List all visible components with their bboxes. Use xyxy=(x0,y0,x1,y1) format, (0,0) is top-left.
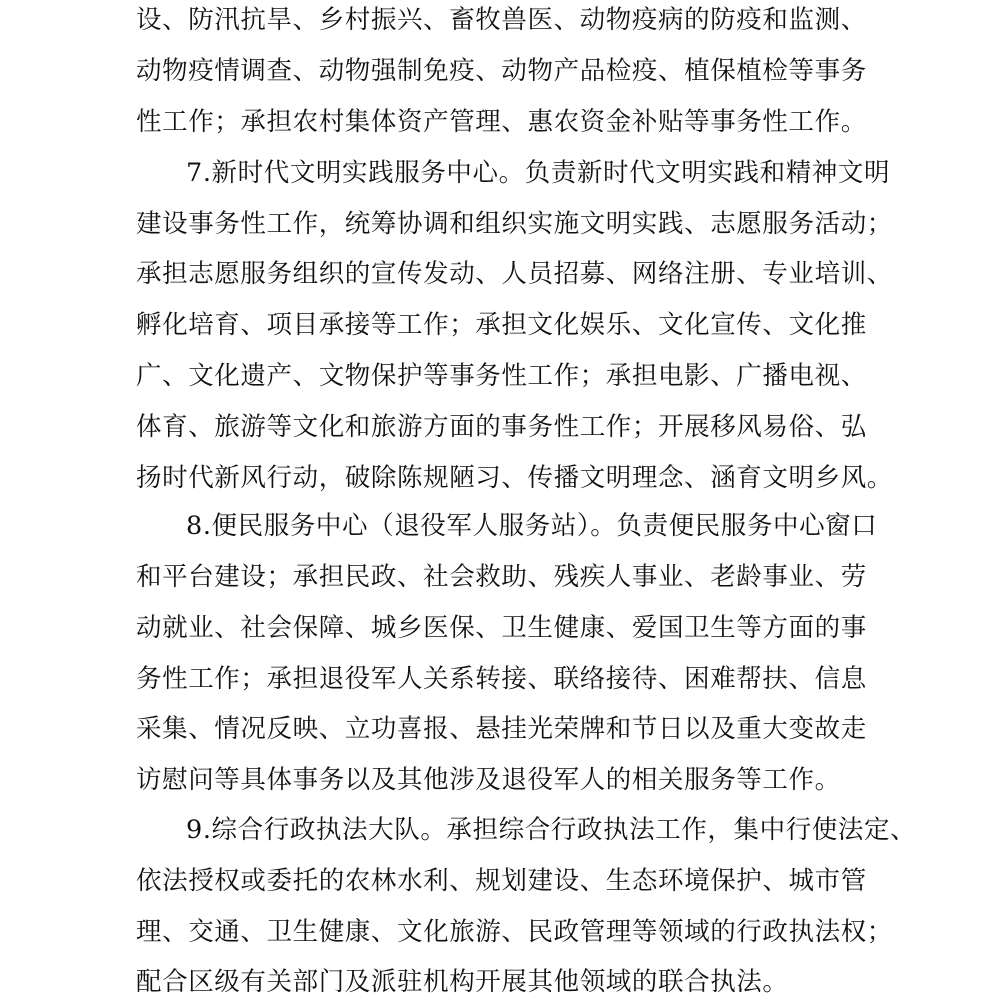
text-line: 动就业、社会保障、城乡医保、卫生健康、爱国卫生等方面的事 xyxy=(136,613,867,643)
text-line: 承担志愿服务组织的宣传发动、人员招募、网络注册、专业培训、 xyxy=(136,259,893,289)
text-line: 和平台建设；承担民政、社会救助、残疾人事业、老龄事业、劳 xyxy=(136,562,867,592)
text-line: 依法授权或委托的农林水利、规划建设、生态环境保护、城市管 xyxy=(136,866,867,896)
text-line: 建设事务性工作，统筹协调和组织实施文明实践、志愿服务活动； xyxy=(136,209,893,239)
text-line: 孵化培育、项目承接等工作；承担文化娱乐、文化宣传、文化推 xyxy=(136,310,867,340)
paragraph-7-heading-line: 7.新时代文明实践服务中心。负责新时代文明实践和精神文明 xyxy=(186,158,891,188)
text-line: 务性工作；承担退役军人关系转接、联络接待、困难帮扶、信息 xyxy=(136,664,867,694)
paragraph-9-heading-line: 9.综合行政执法大队。承担综合行政执法工作，集中行使法定、 xyxy=(186,815,917,845)
text-line: 体育、旅游等文化和旅游方面的事务性工作；开展移风易俗、弘 xyxy=(136,412,867,442)
text-line: 配合区级有关部门及派驻机构开展其他领域的联合执法。 xyxy=(136,967,789,997)
text-line: 采集、情况反映、立功喜报、悬挂光荣牌和节日以及重大变故走 xyxy=(136,714,867,744)
text-line: 性工作；承担农村集体资产管理、惠农资金补贴等事务性工作。 xyxy=(136,107,867,137)
text-line: 设、防汛抗旱、乡村振兴、畜牧兽医、动物疫病的防疫和监测、 xyxy=(136,5,867,35)
text-line: 广、文化遗产、文物保护等事务性工作；承担电影、广播电视、 xyxy=(136,361,867,391)
text-line: 扬时代新风行动，破除陈规陋习、传播文明理念、涵育文明乡风。 xyxy=(136,463,893,493)
text-line: 理、交通、卫生健康、文化旅游、民政管理等领域的行政执法权； xyxy=(136,917,893,947)
text-line: 访慰问等具体事务以及其他涉及退役军人的相关服务等工作。 xyxy=(136,765,841,795)
text-line: 动物疫情调查、动物强制免疫、动物产品检疫、植保植检等事务 xyxy=(136,56,867,86)
paragraph-8-heading-line: 8.便民服务中心（退役军人服务站）。负责便民服务中心窗口 xyxy=(186,511,878,541)
